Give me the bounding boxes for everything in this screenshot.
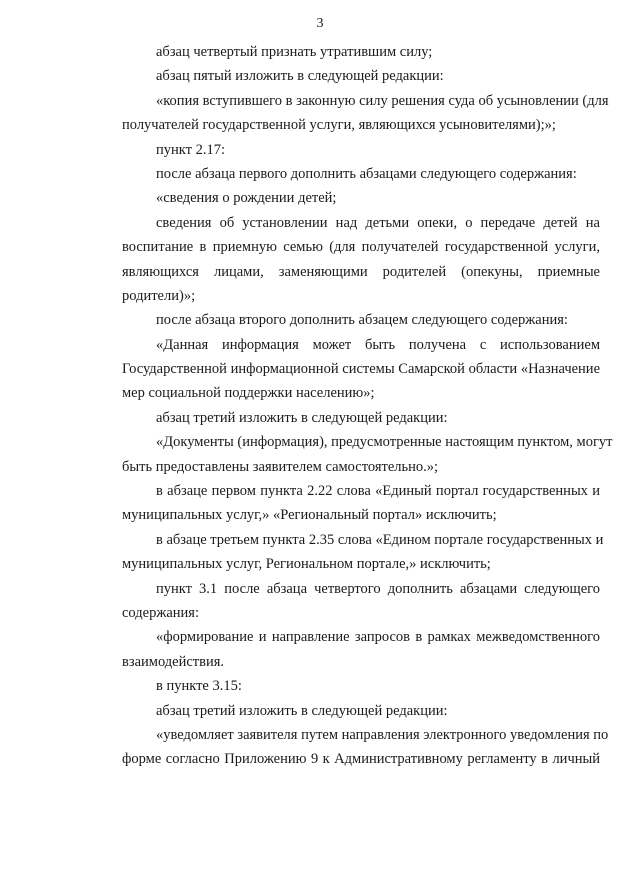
text-line: быть предоставлены заявителем самостоятельно.»; [122, 458, 439, 475]
text-line: «сведения о рождении детей; [156, 190, 337, 207]
text-line: в пункте 3.15: [156, 678, 242, 695]
page-number: 3 [316, 16, 324, 31]
text-line: мер социальной поддержки населению»; [122, 385, 375, 402]
text-line: Государственной информационной системы Самарской области «Назначение [122, 361, 600, 378]
text-line: сведения об установлении над детьми опеки, о передаче детей на [156, 214, 600, 231]
text-line: абзац пятый изложить в следующей редакции: [156, 68, 444, 85]
text-line: «уведомляет заявителя путем направления электронного уведомления по [156, 726, 609, 743]
text-line: муниципальных услуг,» «Региональный портал» исключить; [122, 507, 497, 524]
text-line: форме согласно Приложению 9 к Административному регламенту в личный [122, 751, 600, 768]
text-line: в абзаце третьем пункта 2.35 слова «Едином портале государственных и [156, 531, 604, 548]
text-line: родители)»; [122, 287, 196, 304]
text-line: «Данная информация может быть получена с использованием [156, 336, 600, 353]
text-line: «Документы (информация), предусмотренные настоящим пунктом, могут [156, 434, 613, 451]
text-line: после абзаца второго дополнить абзацем следующего содержания: [156, 312, 568, 329]
text-line: абзац третий изложить в следующей редакции: [156, 702, 448, 719]
text-line: абзац четвертый признать утратившим силу; [156, 44, 433, 60]
text-line: «копия вступившего в законную силу решения суда об усыновлении (для [156, 92, 609, 109]
text-line: получателей государственной услуги, являющихся усыновителями);»; [122, 117, 556, 134]
document-body [122, 40, 613, 772]
text-line: после абзаца первого дополнить абзацами следующего содержания: [156, 165, 577, 182]
text-line: «формирование и направление запросов в рамках межведомственного [156, 629, 600, 646]
text-line: пункт 2.17: [156, 141, 225, 158]
text-line: муниципальных услуг, Региональном портале,» исключить; [122, 556, 491, 573]
text-line: в абзаце первом пункта 2.22 слова «Единый портал государственных и [156, 483, 600, 500]
text-line: абзац третий изложить в следующей редакции: [156, 409, 448, 426]
text-line: пункт 3.1 после абзаца четвертого дополнить абзацами следующего [156, 580, 600, 597]
text-line: взаимодействия. [122, 653, 225, 670]
text-line: воспитание в приемную семью (для получателей государственной услуги, [122, 239, 600, 256]
text-line: содержания: [122, 604, 200, 621]
text-line: являющихся лицами, заменяющими родителей (опекуны, приемные [122, 263, 600, 280]
